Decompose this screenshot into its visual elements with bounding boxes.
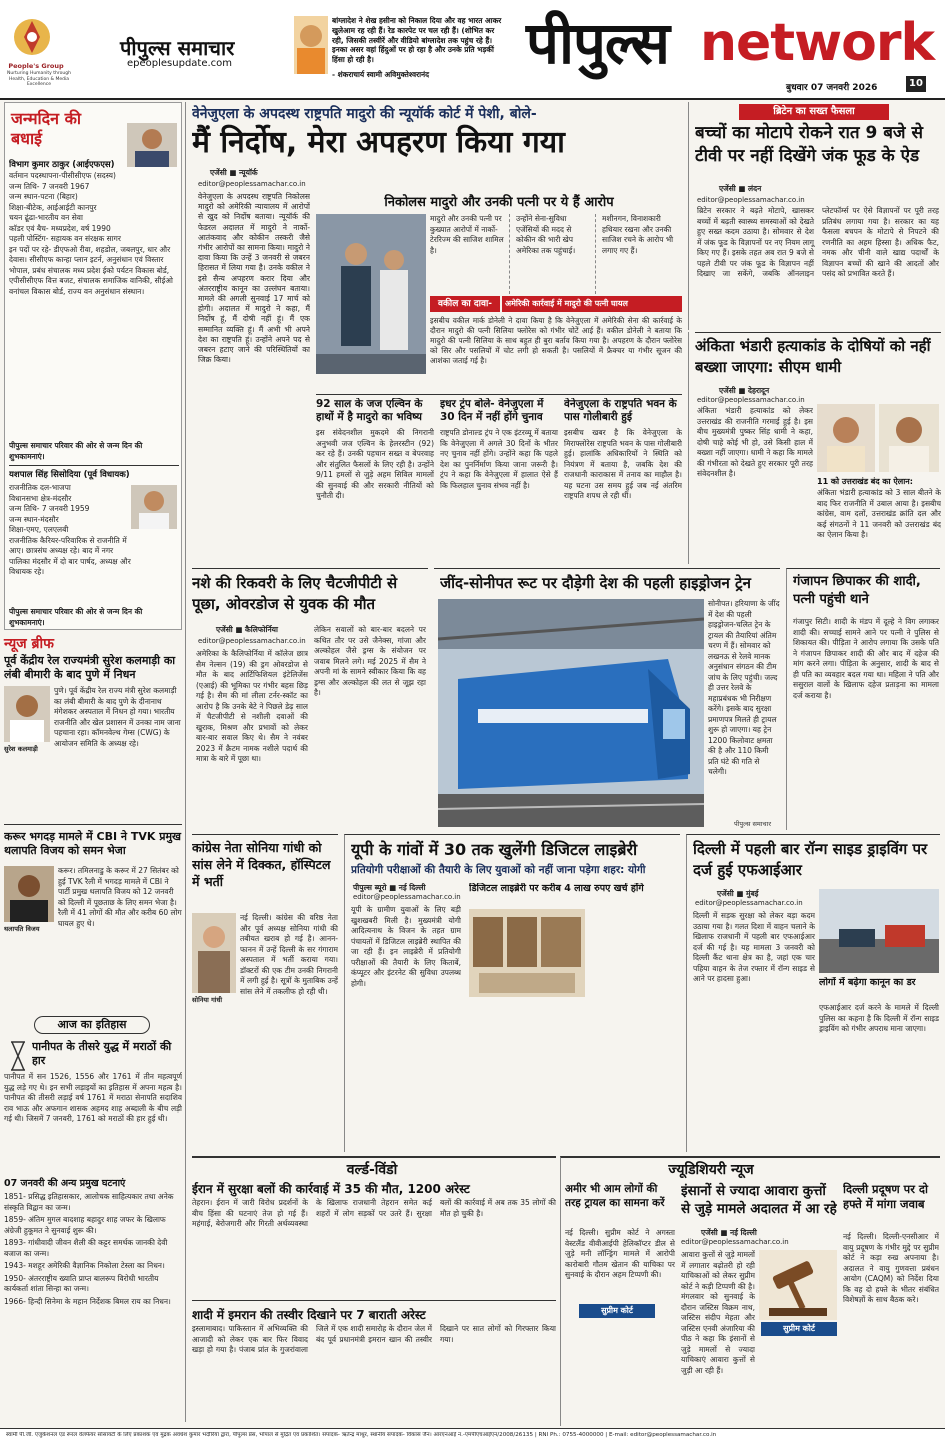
palace-text: इसबीच खबर है कि वेनेजुएला के मिराफ्लोरेस राष्ट्रपति भवन के पास गोलीबारी हुई। हालांकि अधिकारियों ने स्थिति को नियंत्रण में बताया है, जबकि देश की राजधानी काराकास में तनाव का माहौल है। यह घटना उस समय हुई जब नई अंतरिम राष्ट्रपति शपथ ले रही थीं। bbox=[564, 428, 682, 500]
news-brief-text-1: पुणे। पूर्व केंद्रीय रेल राज्य मंत्री सुरेश कलमाड़ी का लंबी बीमारी के बाद पुणे के दीनानाथ मंगेशकर अस्पताल में निधन हो गया। भारतीय राजनीति और खेल प्रशासन में उनका नाम जाना पहचाना रहा। कॉमनवेल्थ गेम्स (CWG) के आयोजन समिति के अध्यक्ष रहे। bbox=[54, 686, 181, 748]
palace-headline: वेनेजुएला के राष्ट्रपति भवन के पास गोलीबारी हुई bbox=[564, 398, 677, 423]
masthead bbox=[0, 0, 945, 100]
history-title: आज का इतिहास bbox=[34, 1016, 150, 1034]
kalmadi-photo bbox=[4, 686, 50, 742]
history-list-title: 07 जनवरी की अन्य प्रमुख घटनाएं bbox=[4, 1178, 126, 1189]
judge-headline: 92 साल के जज एल्विन के हाथों में है मादुरो का भविष्य bbox=[316, 398, 423, 423]
rich-trial-body: नई दिल्ली। सुप्रीम कोर्ट ने अगस्ता वेस्टलैंड वीवीआईपी हेलिकॉप्टर डील से जुड़े मनी लॉन्ड्रिंग मामले में आरोपी कारोबारी गौतम खेतान की याचिका पर सुनवाई के दौरान अहम टिप्पणी की। bbox=[565, 1228, 675, 1279]
delhi-body: दिल्ली में सड़क सुरक्षा को लेकर बड़ा कदम उठाया गया है। गलत दिशा में वाहन चलाने के खिलाफ राजधानी में पहली बार एफआईआर दर्ज की गई है। यह मामला 3 जनवरी को दिल्ली कैंट थाना क्षेत्र का है, जहां एक चार पहिया वाहन के तेज रफ्तार में रॉन्ग साइड से आने पर हादसा हुआ। bbox=[693, 911, 815, 983]
charge-item: मादुरो और उनकी पत्नी पर कुख्यात आरोपों में नार्को-टेररिज्म की साजिश शामिल है। bbox=[430, 214, 510, 294]
iran-body: तेहरान। ईरान में जारी विरोध प्रदर्शनों के बीच हिंसा की घटनाएं तेज हो गई हैं। महंगाई, बेरोजगारी और गिरती अर्थव्यवस्था के खिलाफ राजधानी तेहरान समेत कई शहरों में लोग सड़कों पर उतरे हैं। सुरक्षा बलों की कार्रवाई में अब तक 35 लोगों की मौत हो चुकी है। bbox=[192, 1198, 556, 1228]
sonia-headline: कांग्रेस नेता सोनिया गांधी को सांस लेने में दिक्कत, हॉस्पिटल में भर्ती bbox=[192, 840, 331, 889]
ankita-headline: अंकिता भंडारी हत्याकांड के दोषियों को नहीं बख्शा जाएगा: सीएम धामी bbox=[695, 337, 931, 376]
birthday-photo-2 bbox=[131, 485, 177, 529]
sonia-photo bbox=[192, 913, 236, 993]
news-brief-headline-1: पूर्व केंद्रीय रेल राज्यमंत्री सुरेश कलमाड़ी का लंबी बीमारी के बाद पुणे में निधन bbox=[4, 654, 176, 681]
trump-headline: इधर ट्रंप बोले- वेनेजुएला में 30 दिन में नहीं होंगे चुनाव bbox=[440, 398, 544, 423]
news-brief-text-2: करूर। तमिलनाडु के करूर में 27 सितंबर को हुई TVK रैली में भगदड़ मामले में CBI ने पार्टी प्रमुख थलापति विजय को 12 जनवरी को दिल्ली में पूछताछ के लिए समन भेजा है। रैली में 41 लोगों की मौत और करीब 60 लोग घायल हुए थे। bbox=[58, 866, 182, 928]
sonia-story bbox=[192, 834, 338, 1152]
history-subtitle: पानीपत के तीसरे युद्ध में मराठों की हार bbox=[32, 1040, 172, 1067]
ankita-byline: एजेंसी ■ देहरादून bbox=[719, 386, 770, 395]
uk-body: ब्रिटेन सरकार ने बढ़ते मोटापे, खासकर बच्चों में बढ़ती स्वास्थ्य समस्याओं को देखते हुए सख्त कदम उठाया है। सोमवार से देश में जंक फूड के विज्ञापनों पर नए नियम लागू किए गए हैं। इसके तहत अब रात 9 बजे से पहले टीवी पर जंक फूड के विज्ञापन नहीं दिखाए जा सकेंगे, जबकि ऑनलाइन प्लेटफॉर्म्स पर ऐसे विज्ञापनों पर पूरी तरह प्रतिबंध लगाया गया है। सरकार का यह फैसला बचपन के मोटापे से निपटने की रणनीति का अहम हिस्सा है। अधिक फैट, नमक और चीनी वाले खाद्य पदार्थों के विज्ञापन बच्चों की खाने की आदतों और पसंद को प्रभावित करते हैं। bbox=[697, 206, 939, 278]
supreme-court-label-1: सुप्रीम कोर्ट bbox=[579, 1304, 655, 1318]
rich-trial-headline: अमीर भी आम लोगों की तरह ट्रायल का सामना करें bbox=[565, 1183, 665, 1209]
sonia-caption: सोनिया गांधी bbox=[192, 996, 223, 1004]
library-photo bbox=[469, 909, 585, 997]
chatgpt-byline: एजेंसी ■ कैलिफोर्निया bbox=[216, 625, 278, 634]
quote-person-photo bbox=[294, 16, 328, 74]
birthday-text-1: वर्तमान पदस्थापना-पीसीसीएफ (सदस्य) जन्म तिथि- 7 जनवरी 1967 जन्म स्थान-पटना (बिहार) शिक्षा-बीटेक, आईआईटी कानपुर चयन ढूंढा-भारतीय वन सेवा कॉडर एवं बैच- मध्यप्रदेश, वर्ष 1990 पहली पोस्टिंग- सहायक वन संरक्षक सागर इन पदों पर रहे- डीएफओ रीवा, शहडोल, जबलपुर, धार और देवास। सीसीएफ कान्हा प्लान इटर्न, अनुसंधान एवं विस्तार भोपाल, प्रबंध संचालक मध्य प्रदेश ईको पर्यटन विकास बोर्ड, एपीसीसीएफ वित्त बजट, संचालक समाजिक वानिकी, सीईओ वनांचल विकास बोर्ड, राज्य वन अनुसंधान संस्थान। bbox=[9, 171, 173, 296]
chatgpt-story bbox=[192, 568, 428, 830]
venezuela-body: वेनेजुएला के अपदस्थ राष्ट्रपति निकोलस मादुरो को अमेरिकी न्यायालय में आरोपों से खुद को निर्दोष बताया। न्यूयॉर्क की फेडरल अदालत में मादुरो ने नार्को-आतंकवाद और कोकीन तस्करी जैसे गंभीर आरोपों का सामना किया। मादुरो ने दावा किया कि उन्हें 3 जनवरी से जबरन हिरासत में लिया गया है। उनके वकील ने इसे सैन्य अपहरण करार दिया और अंतरराष्ट्रीय कानून का उल्लंघन बताया। मामले की अगली सुनवाई 17 मार्च को होगी। अदालत में मादुरो ने कहा, मैं निर्दोष हूं, मैं दोषी नहीं हूं। मैं एक सम्मानित व्यक्ति हूं। मैं अभी भी अपने देश का राष्ट्रपति हूं। उन्होंने अपने पद से जबरन हटाए जाने की परिस्थितियों का जिक्र किया। bbox=[198, 192, 310, 365]
library-byline: पीपुल्स ब्यूरो ■ नई दिल्ली bbox=[353, 883, 426, 892]
venezuela-headline: मैं निर्दोष, मेरा अपहरण किया गया bbox=[192, 125, 565, 160]
world-window bbox=[192, 1156, 556, 1426]
lawyer-claim-headline: अमेरिकी कार्रवाई में मादुरो की पत्नी घायल bbox=[502, 296, 682, 312]
history-item: 1943- मशहूर अमेरिकी वैज्ञानिक निकोला टेस्ला का निधन। bbox=[4, 1261, 165, 1270]
gavel-photo bbox=[759, 1250, 837, 1320]
ankita-story bbox=[688, 332, 940, 564]
uk-email[interactable]: editor@peoplessamachar.co.in bbox=[697, 196, 805, 204]
venezuela-byline: एजेंसी ■ न्यूयॉर्क bbox=[210, 168, 258, 177]
history-item: 1950- अंतरराष्ट्रीय ख्याति प्राप्त बालरूप विरोधी भारतीय कार्यकर्ता शांता सिन्हा का जन्म। bbox=[4, 1273, 159, 1293]
birthday-text-2: राजनीतिक दल-भाजपा विधानसभा क्षेत्र-मंदसौर जन्म तिथि- 7 जनवरी 1959 जन्म स्थान-मंदसौर शिक्षा-एमए, एलएलबी राजनीतिक कैरियर-परिवारिक से राजनीति में आए। छात्रसंघ अध्यक्ष रहे। बाद में नगर पालिका मंदसौर में दो बार पार्षद, अध्यक्ष और विधायक रहे। bbox=[9, 483, 131, 576]
hydrogen-train-photo bbox=[438, 599, 704, 827]
hydrogen-photo-credit: पीपुल्स समाचार bbox=[734, 820, 771, 828]
uk-byline: एजेंसी ■ लंदन bbox=[719, 184, 762, 193]
venezuela-kicker: वेनेजुएला के अपदस्थ राष्ट्रपति मादुरो की न्यूयॉर्क कोर्ट में पेशी, बोले- bbox=[192, 106, 537, 122]
chatgpt-body: अमेरिका के कैलिफोर्निया में कॉलेज छात्र सैम नेल्सन (19) की ड्रग ओवरडोज से मौत के बाद आर्टिफिशियल इंटेलिजेंस (एआई) की भूमिका पर गंभीर बहस छिड़ गई है। सैम की मां लीला टर्नर-स्कॉट का आरोप है कि उनके बेटे ने पिछले डेढ़ साल में चैटजीपीटी से नशीली दवाओं की खुराक, मिश्रण और प्रभावों को लेकर बार-बार सवाल किए थे। सैम ने नवंबर 2023 में क्रैटम नामक नशीले पदार्थ की मात्रा के बारे में पूछा था। bbox=[196, 649, 308, 763]
history-item: 1859- अंतिम मुगल बादशाह बहादुर शाह जफर के खिलाफ अंग्रेजी हुकूमत ने सुनवाई शुरू की। bbox=[4, 1215, 166, 1235]
imprint-line: स्वामी पी.जी. एजुकेशनल एंड रूरल वेलफेयर सोसायटी के लिए प्रकाशक एवं मुद्रक अवधेश कुमार भदौरिया द्वारा, पीपुल्स प्रेस, भोपाल से मुद्रित एवं प्रकाशित। संपादक- ऋतेन्द्र माथुर, स्थानीय संपादक- विकास जैन। आरएनआई नं.-एमपीएचआईएन/2008/26135 | RNI Ph.: 0755-4000000 | E-mail: editor@peoplessamachar.co.in bbox=[6, 1432, 717, 1438]
history-section bbox=[4, 1016, 182, 1416]
chatgpt-headline: नशे की रिकवरी के लिए चैटजीपीटी से पूछा, ओवरडोज से युवक की मौत bbox=[192, 574, 398, 613]
news-brief-headline-2: करूर भगदड़ मामले में CBI ने TVK प्रमुख थलापति विजय को समन भेजा bbox=[4, 830, 182, 857]
group-tagline: People's Group bbox=[8, 62, 64, 70]
vijay-photo bbox=[4, 866, 54, 922]
library-box-title: डिजिटल लाइब्रेरी पर करीब 4 लाख रुपए खर्च होंगे bbox=[469, 883, 644, 894]
hydrogen-story bbox=[434, 568, 780, 830]
birthday-title: जन्मदिन की बधाई bbox=[11, 109, 82, 148]
imran-body: इस्लामाबाद। पाकिस्तान में अभिव्यक्ति की आजादी को लेकर एक बार फिर विवाद खड़ा हो गया है। पंजाब प्रांत के गुजरांवाला जिले में एक शादी समारोह के दौरान जेल में बंद पूर्व प्रधानमंत्री इमरान खान की तस्वीर दिखाने पर सात लोगों को गिरफ्तार किया गया। bbox=[192, 1324, 556, 1354]
history-item: 1851- प्रसिद्ध इतिहासकार, आलोचक साहित्यकार तथा अनेक संस्कृति विद्वान का जन्म। bbox=[4, 1192, 174, 1212]
ankita-photo bbox=[817, 404, 875, 472]
uk-story bbox=[688, 102, 940, 330]
history-item: 1966- हिन्दी सिनेमा के महान निर्देशक बिमल राय का निधन। bbox=[4, 1296, 171, 1306]
wife-text: इसबीच वकील मार्क डोनेली ने दावा किया है कि वेनेजुएला में अमेरिकी सेना की कार्रवाई के दौरान मादुरो की पत्नी सिलिया फ्लोरेस को गंभीर चोटें आई हैं। वकील डोनेली ने बताया कि मादुरो की पत्नी सिलिया के साथ बहुत ही बुरा बर्ताव किया गया है। अपहरण के दौरान फ्लोरेस को सिर और पसलियों में चोट लगी हो सकती है। पसलियों में फ्रैक्चर या गंभीर सूजन की आशंका जताई गई है। bbox=[430, 316, 682, 365]
library-subheadline: प्रतियोगी परीक्षाओं की तैयारी के लिए युवाओं को नहीं जाना पड़ेगा शहर: योगी bbox=[351, 864, 646, 876]
library-body: यूपी के ग्रामीण युवाओं के लिए बड़ी खुशखबरी मिली है। मुख्यमंत्री योगी आदित्यनाथ के विजन के तहत ग्राम पंचायतों में डिजिटल लाइब्रेरी स्थापित की जा रही हैं। इन लाइब्रेरी में प्रतियोगी परीक्षाओं की तैयारी के लिए किताबें, कंप्यूटर और इंटरनेट की सुविधा उपलब्ध होगी। bbox=[351, 905, 461, 988]
hourglass-icon bbox=[8, 1040, 28, 1072]
venezuela-charges bbox=[430, 214, 682, 294]
dogs-body: आवारा कुत्तों से जुड़े मामलों में लगातार बढ़ोतरी हो रही याचिकाओं को लेकर सुप्रीम कोर्ट ने कड़ी टिप्पणी की है। मंगलवार को सुनवाई के दौरान जस्टिस विक्रम नाथ, जस्टिस संदीप मेहता और जस्टिस एनवी अंजारिया की पीठ ने कहा कि इंसानों से जुड़े मामलों से ज्यादा याचिकाएं आवारा कुत्तों से जुड़ी आ रही हैं। bbox=[681, 1250, 755, 1375]
page-number: 10 bbox=[906, 76, 926, 92]
imran-headline: शादी में इमरान की तस्वीर दिखाने पर 7 बाराती अरेस्ट bbox=[192, 1308, 426, 1322]
uttarakhand-bandh-text: अंकिता भंडारी हत्याकांड को 3 साल बीतने के बाद फिर राजनीति में उबाल आया है। इसबीच कांग्रेस, वाम दलों, उत्तराखंड क्रांति दल और कई संगठनों ने 11 जनवरी को उत्तराखंड बंद का ऐलान किया है। bbox=[817, 488, 941, 539]
library-headline: यूपी के गांवों में 30 तक खुलेंगी डिजिटल लाइब्रेरी bbox=[351, 840, 638, 859]
chatgpt-email[interactable]: editor@peoplessamachar.co.in bbox=[198, 637, 306, 645]
ankita-body: अंकिता भंडारी हत्याकांड को लेकर उत्तराखंड की राजनीति गरमाई हुई है। इस बीच मुख्यमंत्री पुष्कर सिंह धामी ने कहा, दोषी चाहे कोई भी हो, उसे किसी हाल में बख्शा नहीं जाएगा। धामी ने कहा कि मामले की गंभीरता को देखते हुए सरकार पूरी तरह संवेदनशील है। bbox=[697, 406, 813, 478]
lawyer-claim-label: वकील का दावा- bbox=[430, 296, 500, 312]
charge-item: उन्होंने सेना-सुविधा एजेंसियों की मदद से कोकीन की भारी खेप अमेरिका तक पहुंचाई। bbox=[516, 214, 596, 294]
uttarakhand-bandh-head: 11 को उत्तराखंड बंद का ऐलान: bbox=[817, 477, 913, 486]
chatgpt-body-2: लेकिन सवालों को बार-बार बदलने पर कथित तौर पर उसे जैनेक्स, गांजा और अल्कोहल जैसे ड्रग्स के संयोजन पर जवाब मिलने लगे। मई 2025 में सैम ने अपनी मां के सामने स्वीकार किया कि वह ड्रग्स और अल्कोहल की लत से जूझ रहा है। bbox=[314, 625, 426, 697]
brand-name: पीपुल्स समाचार bbox=[120, 36, 235, 60]
footer bbox=[0, 1428, 945, 1445]
library-email[interactable]: editor@peoplessamachar.co.in bbox=[353, 893, 461, 901]
dogs-headline: इंसानों से ज्यादा आवारा कुत्तों से जुड़े मामले अदालत में आ रहे bbox=[681, 1183, 837, 1217]
birthday-name-1: विभाग कुमार ठाकुर (आईएफएस) bbox=[9, 160, 115, 170]
maduro-photo bbox=[316, 214, 426, 374]
delhi-story bbox=[686, 834, 940, 1152]
site-link[interactable]: epeoplesupdate.com bbox=[127, 58, 233, 69]
pollution-headline: दिल्ली प्रदूषण पर दो हफ्ते में मांगा जवाब bbox=[843, 1182, 928, 1211]
history-item: 1893- गांधीवादी जीवन शैली की कट्टर समर्थक जानकी देवी बजाज का जन्म। bbox=[4, 1238, 168, 1258]
birthday-wish-1: पीपुल्स समाचार परिवार की ओर से जन्म दिन की शुभकामनाएं। bbox=[9, 441, 143, 461]
birthday-section bbox=[4, 102, 182, 630]
gangapur-body: गंजापुर सिटी। शादी के मंडप में दूल्हे ने विग लगाकर शादी की। सच्चाई सामने आने पर पत्नी ने पुलिस से शिकायत की। पीड़िता ने आरोप लगाया कि उसके पति ने गंजापन छिपाकर शादी की और बाद में दहेज की मांग करने लगा। पीड़िता के अनुसार, शादी के बाद से ही पति का व्यवहार बदल गया था। महिला ने पति और ससुराल वालों के खिलाफ दहेज प्रताड़ना का मामला दर्ज कराया है। bbox=[793, 617, 939, 700]
peoples-group-logo bbox=[10, 15, 55, 60]
pollution-body: नई दिल्ली। दिल्ली-एनसीआर में वायु प्रदूषण के गंभीर मुद्दे पर सुप्रीम कोर्ट ने कड़ा रुख अपनाया है। अदालत ने वायु गुणवत्ता प्रबंधन आयोग (CAQM) को निर्देश दिया कि वह दो हफ्ते के भीतर संबंधित विशेषज्ञों के साथ बैठक करे। bbox=[843, 1232, 939, 1304]
trump-text: राष्ट्रपति डोनाल्ड ट्रंप ने एक इंटरव्यू में बताया कि वेनेजुएला में अगले 30 दिनों के भीतर नए चुनाव नहीं होंगे। उन्होंने कहा कि पहले देश का पुनर्निर्माण किया जाना जरूरी है। ट्रंप ने कहा कि वेनेजुएला में हालात ऐसे हैं कि फिलहाल चुनाव संभव नहीं है। bbox=[440, 428, 558, 490]
judge-text: इस संवेदनशील मुकदमे की निगरानी अनुभवी जज एल्विन के हेलरस्टीन (92) कर रहे हैं। उनकी पहचान सख्त व बेपरवाह और संतुलित फैसलों के लिए रही है। उन्होंने 9/11 हमलों से जुड़े अहम सिविल मामलों की सुनवाई की और सरकारी नीतियों को चुनौती दी। bbox=[316, 428, 434, 500]
history-text: पानीपत में सन 1526, 1556 और 1761 में तीन महत्वपूर्ण युद्ध लड़े गए थे। इन सभी लड़ाइयों का इतिहास में अपना महत्व है। पानीपत की तीसरी लड़ाई वर्ष 1761 में मराठा सेनापति सदाशिव राव भाऊ और अफगान शासक अहमद शाह अब्दाली के बीच लड़ी गई थी। जिसमें 7 जनवरी, 1761 को मराठों की हार हुई थी। bbox=[4, 1072, 182, 1123]
news-brief-title: न्यूज ब्रीफ bbox=[4, 636, 54, 652]
birthday-wish-2: पीपुल्स समाचार परिवार की ओर से जन्म दिन की शुभकामनाएं। bbox=[9, 607, 143, 627]
history-list bbox=[4, 1192, 182, 1412]
hydrogen-body: सोनीपत। हरियाणा के जींद में देश की पहली हाइड्रोजन-चलित ट्रेन के ट्रायल की तैयारियां अंतिम चरण में हैं। सोमवार को लखनऊ से रेलवे मानक अनुसंधान संगठन की टीम जांच के लिए पहुंची। जल्द ही उत्तर रेलवे के महाप्रबंधक भी निरीक्षण करेंगे। इसके बाद सुरक्षा प्रमाणपत्र मिलते ही ट्रायल शुरू हो जाएगा। यह ट्रेन 1200 किलोवाट क्षमता की है और 110 किमी प्रति घंटे की गति से चलेगी। bbox=[708, 599, 780, 776]
venezuela-story bbox=[192, 102, 682, 564]
delhi-byline: एजेंसी ■ मुंबई bbox=[717, 889, 759, 898]
world-window-title: वर्ल्ड-विंडो bbox=[346, 1162, 398, 1178]
gangapur-story bbox=[786, 568, 940, 830]
sonia-body: नई दिल्ली। कांग्रेस की वरिष्ठ नेता और पूर्व अध्यक्ष सोनिया गांधी की तबीयत खराब हो गई है। आनन-फानन में उन्हें दिल्ली के सर गंगाराम अस्पताल में भर्ती कराया गया। डॉक्टरों की एक टीम उनकी निगरानी में लगी हुई है। सूत्रों के मुताबिक उन्हें सांस लेने में तकलीफ हो रही थी। bbox=[240, 913, 338, 996]
ankita-email[interactable]: editor@peoplessamachar.co.in bbox=[697, 396, 805, 404]
title-latin: network bbox=[700, 13, 935, 73]
judiciary-section bbox=[560, 1156, 940, 1426]
judiciary-title: ज्यूडिशियरी न्यूज bbox=[668, 1162, 754, 1178]
delhi-side-text: एफआईआर दर्ज करने के मामले में दिल्ली पुलिस का कहना है कि दिल्ली में रॉन्ग साइड ड्राइविंग को गंभीर अपराध माना जाएगा। bbox=[819, 1003, 939, 1033]
venezuela-email[interactable]: editor@peoplessamachar.co.in bbox=[198, 180, 306, 188]
dogs-byline: एजेंसी ■ नई दिल्ली bbox=[701, 1228, 757, 1237]
quote-attribution: - शंकराचार्य स्वामी अविमुक्तेश्वरानंद bbox=[332, 70, 430, 79]
delhi-traffic-photo bbox=[819, 889, 939, 973]
kalmadi-caption: सुरेश कलमाड़ी bbox=[4, 745, 38, 753]
hydrogen-headline: जींद-सोनीपत रूट पर दौड़ेगी देश की पहली हाइड्रोजन ट्रेन bbox=[440, 574, 751, 592]
issue-date: बुधवार 07 जनवरी 2026 bbox=[786, 83, 878, 93]
left-column bbox=[0, 102, 186, 1422]
iran-headline: ईरान में सुरक्षा बलों की कार्रवाई में 35 की मौत, 1200 अरेस्ट bbox=[192, 1182, 470, 1196]
delhi-email[interactable]: editor@peoplessamachar.co.in bbox=[695, 899, 803, 907]
masthead-quote: बांग्लादेश ने शेख हसीना को निकाल दिया और वह भारत आकर खुलेआम रह रही हैं। रेड कारपेट पर चल रही हैं। (शोभित कर रही, जिसकी तस्वीरें और वीडियो बांग्लादेश तक पहुंच रहे हैं। इनका असर वहां हिंदुओं पर हो रहा है और उनके प्रति भड़कीं हिंसा हो रही है। bbox=[332, 16, 502, 65]
charge-item: मशीनगन, विनाशकारी हथियार रखना और उनकी साजिश रचने के आरोप भी लगाए गए हैं। bbox=[602, 214, 674, 255]
uk-headline: बच्चों का मोटापे रोकने रात 9 बजे से टीवी पर नहीं दिखेंगे जंक फूड के ऐड bbox=[695, 123, 923, 166]
delhi-side-head: लोगों में बढ़ेगा कानून का डर bbox=[819, 977, 916, 988]
dhami-photo bbox=[879, 404, 939, 472]
dogs-email[interactable]: editor@peoplessamachar.co.in bbox=[681, 1238, 789, 1246]
title-hindi: पीपुल्स bbox=[526, 9, 669, 77]
birthday-name-2: यशपाल सिंह सिसोदिया (पूर्व विधायक) bbox=[9, 470, 130, 480]
uk-kicker: ब्रिटेन का सख्त फैसला bbox=[739, 104, 889, 120]
venezuela-box-title: निकोलस मादुरो और उनकी पत्नी पर ये हैं आरोप bbox=[384, 195, 614, 210]
supreme-court-label-2: सुप्रीम कोर्ट bbox=[761, 1322, 837, 1336]
group-subtagline: Nurturing Humanity through Health, Education & Media Excellence bbox=[7, 71, 71, 87]
delhi-headline: दिल्ली में पहली बार रॉन्ग साइड ड्राइविंग पर दर्ज हुई एफआईआर bbox=[693, 840, 928, 879]
gangapur-headline: गंजापन छिपाकर की शादी, पत्नी पहुंची थाने bbox=[793, 574, 921, 607]
vijay-caption: थलापति विजय bbox=[4, 925, 40, 933]
library-story bbox=[344, 834, 680, 1152]
